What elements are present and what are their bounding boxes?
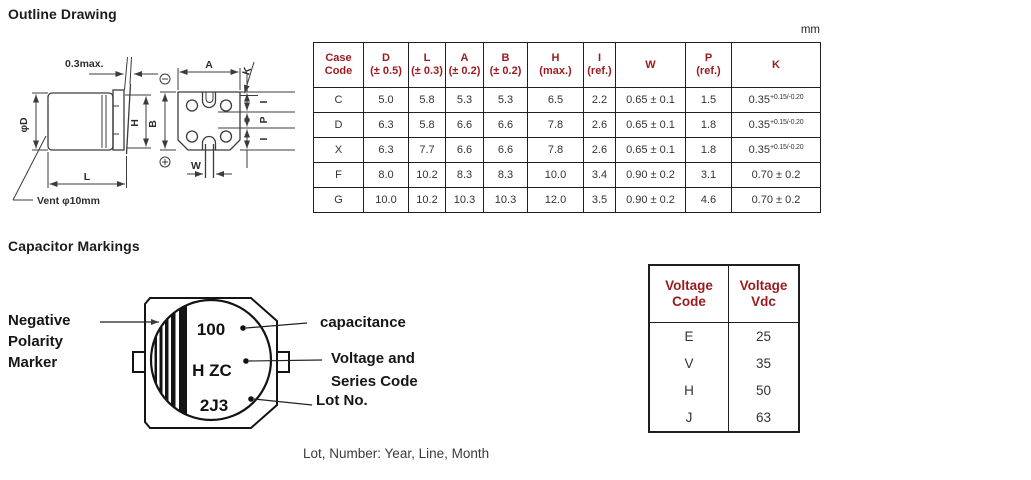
table-cell: 7.7 [409,138,446,163]
voltage-series-label-line: Voltage and [331,350,415,367]
table-cell: 2.6 [584,113,616,138]
table-cell: 8.3 [446,163,484,188]
header-a: A (± 0.2) [446,43,484,88]
table-cell: 6.6 [446,113,484,138]
phi-d-extension-lines [32,93,48,150]
base-hole [187,131,198,142]
table-cell: 1.8 [686,138,732,163]
negative-polarity-label-line: Polarity [8,333,64,350]
base-hole [187,100,198,111]
voltage-vdc-cell: 63 [755,410,772,425]
capacitance-label: capacitance [320,314,406,331]
voltage-leader [249,360,322,361]
table-cell: 10.3 [446,188,484,213]
table-cell: $0.35^{+0.15/-0.20}$ [732,138,821,163]
a-dimension-label: A [205,59,213,71]
table-row [314,188,821,213]
table-cell: 0.70 ± 0.2 [732,163,821,188]
table-cell: 5.3 [446,88,484,113]
vent-label: Vent φ10mm [37,195,100,207]
k-dimension-label: K [240,65,255,77]
marking-voltage-series-text: H ZC [192,361,232,380]
outline-drawing-figure [5,48,310,225]
table-cell: 0.90 ± 0.2 [616,188,686,213]
table-cell: 3.5 [584,188,616,213]
seating-plate-outline [113,90,124,150]
voltage-code-table [648,264,800,433]
header-l: L (± 0.3) [409,43,446,88]
table-cell: D [314,113,364,138]
l-dimension-label: L [83,171,91,183]
voltage-vdc-cell: 35 [755,356,772,371]
b-dimension-label: B [147,120,159,128]
voltage-code-cell: E [650,323,729,350]
side-view-drawing [13,57,158,207]
marking-capacitance-text: 100 [196,320,226,339]
voltage-series-label-line: Series Code [331,373,418,390]
p-dimension-label: P [258,116,270,124]
negative-polarity-label-line: Negative [8,312,71,329]
left-tab [133,352,145,372]
gap-dimension-label: 0.3max. [65,58,104,70]
table-row [314,163,821,188]
table-cell: 5.0 [364,88,409,113]
table-cell: 0.70 ± 0.2 [732,188,821,213]
table-cell: 0.65 ± 0.1 [616,113,686,138]
phi-d-dimension-label: φD [18,117,30,133]
base-hole [221,131,232,142]
table-cell: 5.8 [409,88,446,113]
voltage-vdc-cell: 50 [755,383,772,398]
top-terminal-inner [206,92,213,103]
table-cell: 8.3 [484,163,528,188]
voltage-code-cell: J [650,404,729,431]
table-cell: 6.3 [364,113,409,138]
table-cell: 10.3 [484,188,528,213]
table-cell: G [314,188,364,213]
table-cell: 7.8 [528,138,584,163]
base-hole [221,100,232,111]
voltage-vdc-cell: 25 [755,329,772,344]
table-cell: X [314,138,364,163]
table-cell: 4.6 [686,188,732,213]
negative-polarity-label [8,310,71,373]
header-h: H (max.) [528,43,584,88]
table-cell: 6.3 [364,138,409,163]
capacitance-callout-dot [240,325,246,331]
header-k: K [732,43,821,88]
voltage-series-label [331,347,418,393]
header-p: P (ref.) [686,43,732,88]
table-cell: 10.0 [364,188,409,213]
voltage-code-cell: V [650,350,729,377]
header-d: D (± 0.5) [364,43,409,88]
table-header-row [314,43,821,88]
table-cell: 0.65 ± 0.1 [616,88,686,113]
table-row [314,113,821,138]
table-cell: 10.0 [528,163,584,188]
header-b: B (± 0.2) [484,43,528,88]
marking-lot-text: 2J3 [199,396,229,415]
table-cell: 10.2 [409,188,446,213]
outline-section-title: Outline Drawing [8,6,117,22]
lot-callout-dot [248,396,254,402]
table-cell: 5.8 [409,113,446,138]
markings-section-title: Capacitor Markings [8,238,140,254]
voltage-vdc-header: Voltage Vdc [729,266,798,323]
can-crimp-lines [102,95,106,148]
voltage-callout-dot [243,358,249,364]
lot-no-label: Lot No. [316,392,368,409]
seating-plate-steps [113,106,119,134]
table-cell: F [314,163,364,188]
table-cell: C [314,88,364,113]
table-cell: 5.3 [484,88,528,113]
table-cell: 6.5 [528,88,584,113]
table-cell: 0.90 ± 0.2 [616,163,686,188]
b-extension-lines [160,92,176,150]
table-cell: 2.2 [584,88,616,113]
capacitor-markings-figure [0,288,560,470]
i-bottom-dimension-label: I [258,137,270,141]
table-cell: 7.8 [528,113,584,138]
table-cell: 0.65 ± 0.1 [616,138,686,163]
voltage-code-cell: H [650,377,729,404]
header-i: I (ref.) [584,43,616,88]
k-dim-arrow [245,62,255,93]
table-cell: 3.4 [584,163,616,188]
vent-leader-line [13,136,46,200]
case-dimensions-table [313,42,821,213]
minus-polarity-icon [160,74,170,84]
negative-polarity-label-line: Marker [8,354,58,371]
table-cell: 3.1 [686,163,732,188]
w-dimension-label: W [191,160,201,172]
bottom-terminal-leads [206,144,214,178]
table-cell: $0.35^{+0.15/-0.20}$ [732,88,821,113]
table-cell: 8.0 [364,163,409,188]
bottom-view-drawing [147,59,295,178]
capacitor-can-outline [48,93,113,150]
lot-leader [254,399,312,405]
table-cell: 6.6 [484,113,528,138]
h-dimension-label: H [129,119,141,127]
a-extension-lines [178,68,240,90]
table-row [314,138,821,163]
top-terminal [203,92,216,108]
unit-label: mm [800,24,820,36]
header-w: W [616,43,686,88]
table-cell: 2.6 [584,138,616,163]
base-outline [178,92,240,150]
table-cell: 6.6 [484,138,528,163]
table-cell: 1.5 [686,88,732,113]
i-top-dimension-label: I [258,100,270,104]
table-cell: 12.0 [528,188,584,213]
lot-footnote: Lot, Number: Year, Line, Month [303,446,490,461]
voltage-code-header: Voltage Code [650,266,729,323]
right-tab [277,352,289,372]
table-cell: 6.6 [446,138,484,163]
table-cell: 1.8 [686,113,732,138]
table-cell: 10.2 [409,163,446,188]
plus-polarity-icon [160,157,170,167]
table-cell: $0.35^{+0.15/-0.20}$ [732,113,821,138]
table-row [314,88,821,113]
header-case-code: Case Code [314,43,364,88]
